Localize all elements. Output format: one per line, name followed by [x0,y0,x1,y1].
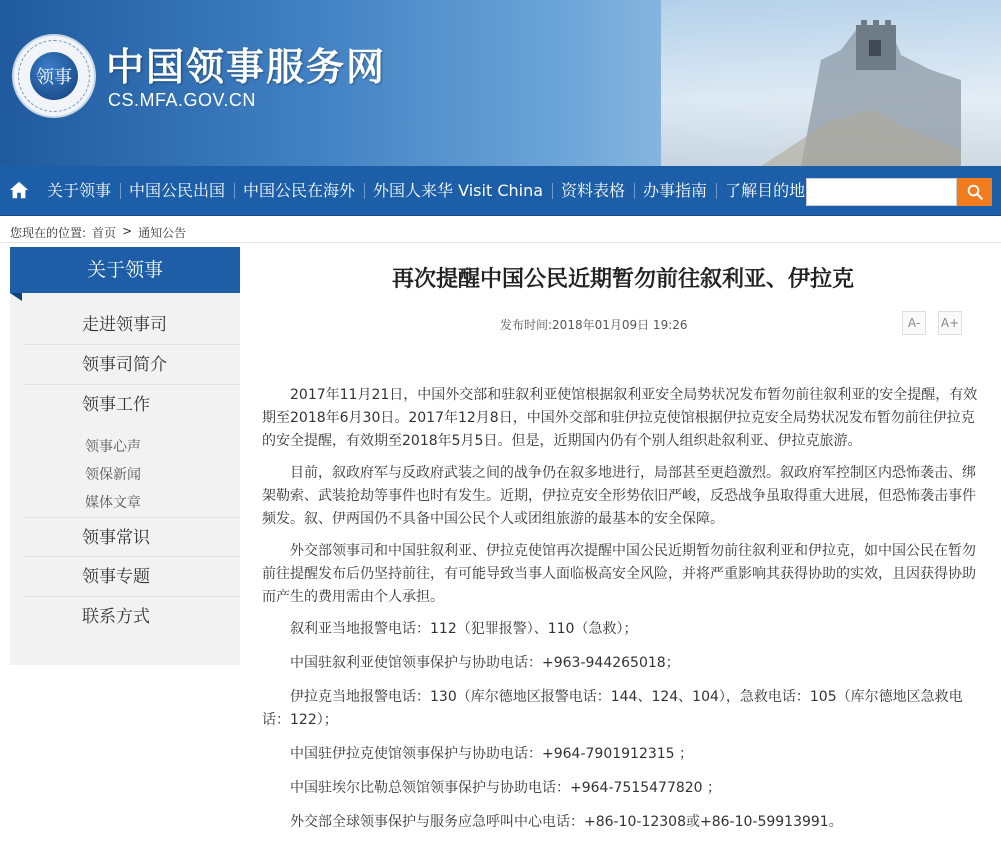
contact-line: 中国驻埃尔比勒总领馆领事保护与协助电话：+964-7515477820 ； [290,780,722,796]
breadcrumb-current[interactable]: 通知公告 [138,226,187,240]
contact-line: 外交部全球领事保护与服务应急呼叫中心电话：+86-10-12308或+86-10-59913991。 [290,814,843,830]
great-wall-image [761,20,961,166]
sidebar-item-contact[interactable]: 联系方式 [82,607,150,627]
site-logo[interactable] [12,34,96,118]
contact-line: 伊拉克当地报警电话：130（库尔德地区报警电话：144、124、104），急救电话：105（库尔德地区急救电话：122）； [262,689,963,728]
nav-item-about-consular[interactable]: 关于领事 [47,181,112,200]
site-title[interactable]: 中国领事服务网 [106,44,387,89]
breadcrumb-prefix: 您现在的位置: [10,226,87,240]
font-smaller-button[interactable]: A- [902,311,926,335]
sidebar-item-visit-department[interactable]: 走进领事司 [23,305,240,345]
search-input[interactable] [806,178,957,206]
search-icon [966,183,984,201]
logo-ring [18,40,90,112]
font-larger-button[interactable]: A+ [938,311,962,335]
nav-item-citizens-overseas[interactable]: 中国公民在海外 [234,166,364,216]
sidebar-item-department-intro[interactable]: 领事司简介 [23,345,240,385]
breadcrumb-home[interactable]: 首页 [92,226,117,240]
sidebar-subitem-media-articles[interactable]: 媒体文章 [85,495,141,511]
sidebar-item-consular-knowledge[interactable]: 领事常识 [23,517,240,557]
article-paragraph: 2017年11月21日，中国外交部和驻叙利亚使馆根据叙利亚安全局势状况发布暂勿前往叙利亚的安全提醒，有效期至2018年6月30日。2017年12月8日，中国外交部和驻伊拉克使馆根据伊拉克安全局势状况发布暂勿前往伊拉克的安全提醒，有效期至2018年5月5日。但是，近期国内仍有个别人组织赴叙利亚、伊拉克旅游。 [262,387,978,449]
sidebar-title: 关于领事 [10,247,240,293]
search-button[interactable] [957,178,992,206]
sidebar-item-consular-work[interactable]: 领事工作 [82,395,150,415]
article-paragraph: 目前，叙政府军与反政府武装之间的战争仍在叙多地进行，局部甚至更趋激烈。叙政府军控制区内恐怖袭击、绑架勒索、武装抢劫等事件也时有发生。近期，伊拉克安全形势依旧严峻，反恐战争虽取得重大进展，但恐怖袭击事件频发。叙、伊两国仍不具备中国公民个人或团组旅游的最基本的安全保障。 [262,465,976,527]
contact-line: 中国驻伊拉克使馆领事保护与协助电话：+964-7901912315 ； [290,746,694,762]
home-icon[interactable] [8,179,30,201]
article-body [262,384,984,845]
logo-emblem: 领事 [30,52,78,100]
nav-item-visit-china[interactable]: 外国人来华 Visit China [364,166,552,216]
article-paragraph: 外交部领事司和中国驻叙利亚、伊拉克使馆再次提醒中国公民近期暂勿前往叙利亚和伊拉克，如中国公民在暂勿前往提醒发布后仍坚持前往，有可能导致当事人面临极高安全风险，并将严重影响其获得协助的实效，且因获得协助而产生的费用需由个人承担。 [262,543,976,605]
breadcrumb-divider [0,242,1001,243]
breadcrumb [10,224,186,241]
site-header [0,0,1001,166]
nav-item-forms[interactable]: 资料表格 [552,166,634,216]
breadcrumb-separator: > [122,224,133,238]
nav-items [38,166,814,216]
sidebar-list [23,305,240,637]
nav-item-destinations[interactable]: 了解目的地 [716,166,814,216]
sidebar-subitem-protection-news[interactable]: 领保新闻 [85,467,141,483]
article-title: 再次提醒中国公民近期暂勿前往叙利亚、伊拉克 [391,266,854,292]
nav-item-going-abroad[interactable]: 中国公民出国 [120,166,234,216]
publish-time: 发布时间:2018年01月09日 19:26 [500,318,688,332]
contact-line: 叙利亚当地报警电话：112（犯罪报警）、110（急救）； [290,621,638,637]
sidebar-subitem-voices[interactable]: 领事心声 [85,439,141,455]
site-url: CS.MFA.GOV.CN [108,90,256,110]
sidebar [10,247,240,665]
nav-item-guide[interactable]: 办事指南 [634,166,716,216]
sidebar-item-consular-topics[interactable]: 领事专题 [23,557,240,597]
contact-line: 中国驻叙利亚使馆领事保护与协助电话：+963-944265018； [290,655,680,671]
